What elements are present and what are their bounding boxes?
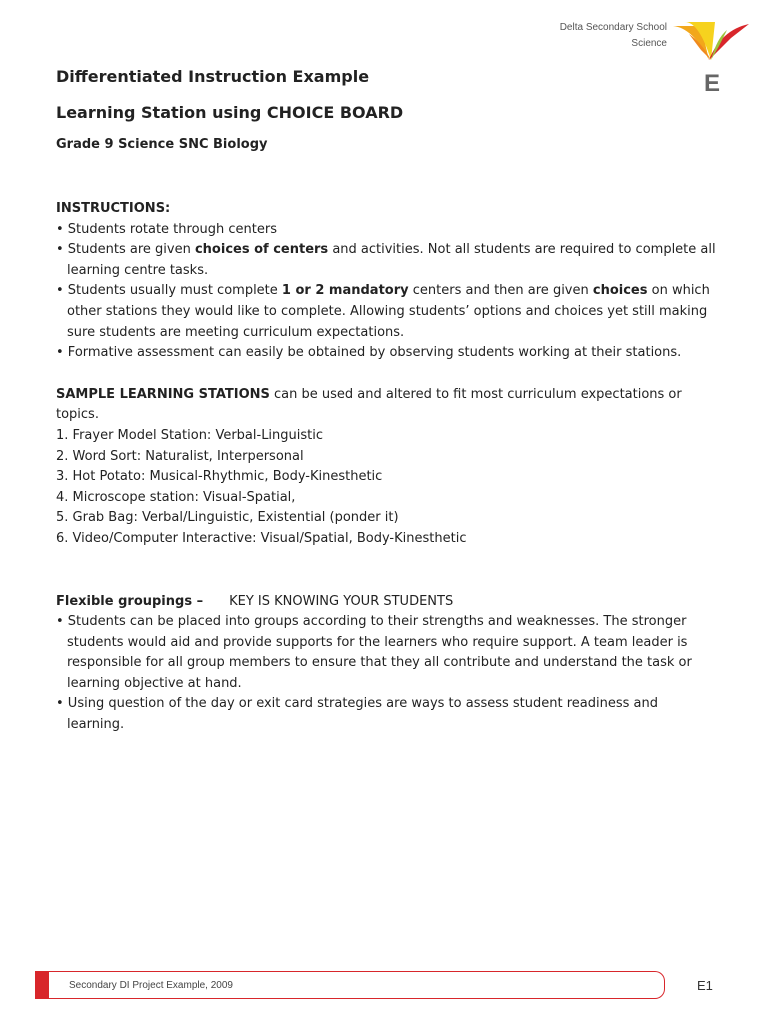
page-title: Differentiated Instruction Example <box>56 67 370 86</box>
footer-bar <box>35 971 665 999</box>
station-item: 6. Video/Computer Interactive: Visual/Spatial, Body-Kinesthetic <box>56 530 467 546</box>
document-body <box>56 199 716 736</box>
stations-heading: SAMPLE LEARNING STATIONS can be used and altered to fit most curriculum expectations or topics. <box>56 386 682 423</box>
instructions-bullet-1: • Students rotate through centers <box>56 221 277 237</box>
instructions-bullet-4: • Formative assessment can easily be obtained by observing students working at their stations. <box>56 345 682 361</box>
station-item: 4. Microscope station: Visual-Spatial, <box>56 489 296 505</box>
instructions-bullet-2: • Students are given choices of centers and activities. Not all students are required to complete all learning centre tasks. <box>56 242 716 278</box>
instructions-heading: INSTRUCTIONS: <box>56 201 171 216</box>
instructions-bullet-3: • Students usually must complete 1 or 2 mandatory centers and then are given choices on which other stations they would like to complete. Allowing students’ options and choices yet still making sure students are meeting curriculum expectations. <box>56 283 710 340</box>
page-number: E1 <box>697 978 713 993</box>
page-subtitle: Learning Station using CHOICE BOARD <box>56 103 404 122</box>
groupings-bullet-2: • Using question of the day or exit card strategies are ways to assess student readiness and learning. <box>56 696 658 733</box>
footer-text: Secondary DI Project Example, 2009 <box>69 980 233 991</box>
station-item: 3. Hot Potato: Musical-Rhythmic, Body-Kinesthetic <box>56 469 383 485</box>
course-name: Grade 9 Science SNC Biology <box>56 137 268 152</box>
department-name: Science <box>631 38 667 49</box>
station-item: 1. Frayer Model Station: Verbal-Linguistic <box>56 427 324 443</box>
school-name: Delta Secondary School <box>559 22 667 33</box>
school-logo-icon <box>671 16 751 96</box>
groupings-heading: Flexible groupings – KEY IS KNOWING YOUR STUDENTS <box>56 593 454 609</box>
logo-letter: E <box>703 70 721 96</box>
station-item: 2. Word Sort: Naturalist, Interpersonal <box>56 448 304 464</box>
groupings-bullet-1: • Students can be placed into groups according to their strengths and weaknesses. The stronger students would aid and provide supports for the learners who require support. A team leader is responsible for all group members to ensure that they all contribute and understand the task or learning objective at hand. <box>56 614 692 691</box>
school-label <box>560 20 667 52</box>
station-item: 5. Grab Bag: Verbal/Linguistic, Existential (ponder it) <box>56 510 399 526</box>
